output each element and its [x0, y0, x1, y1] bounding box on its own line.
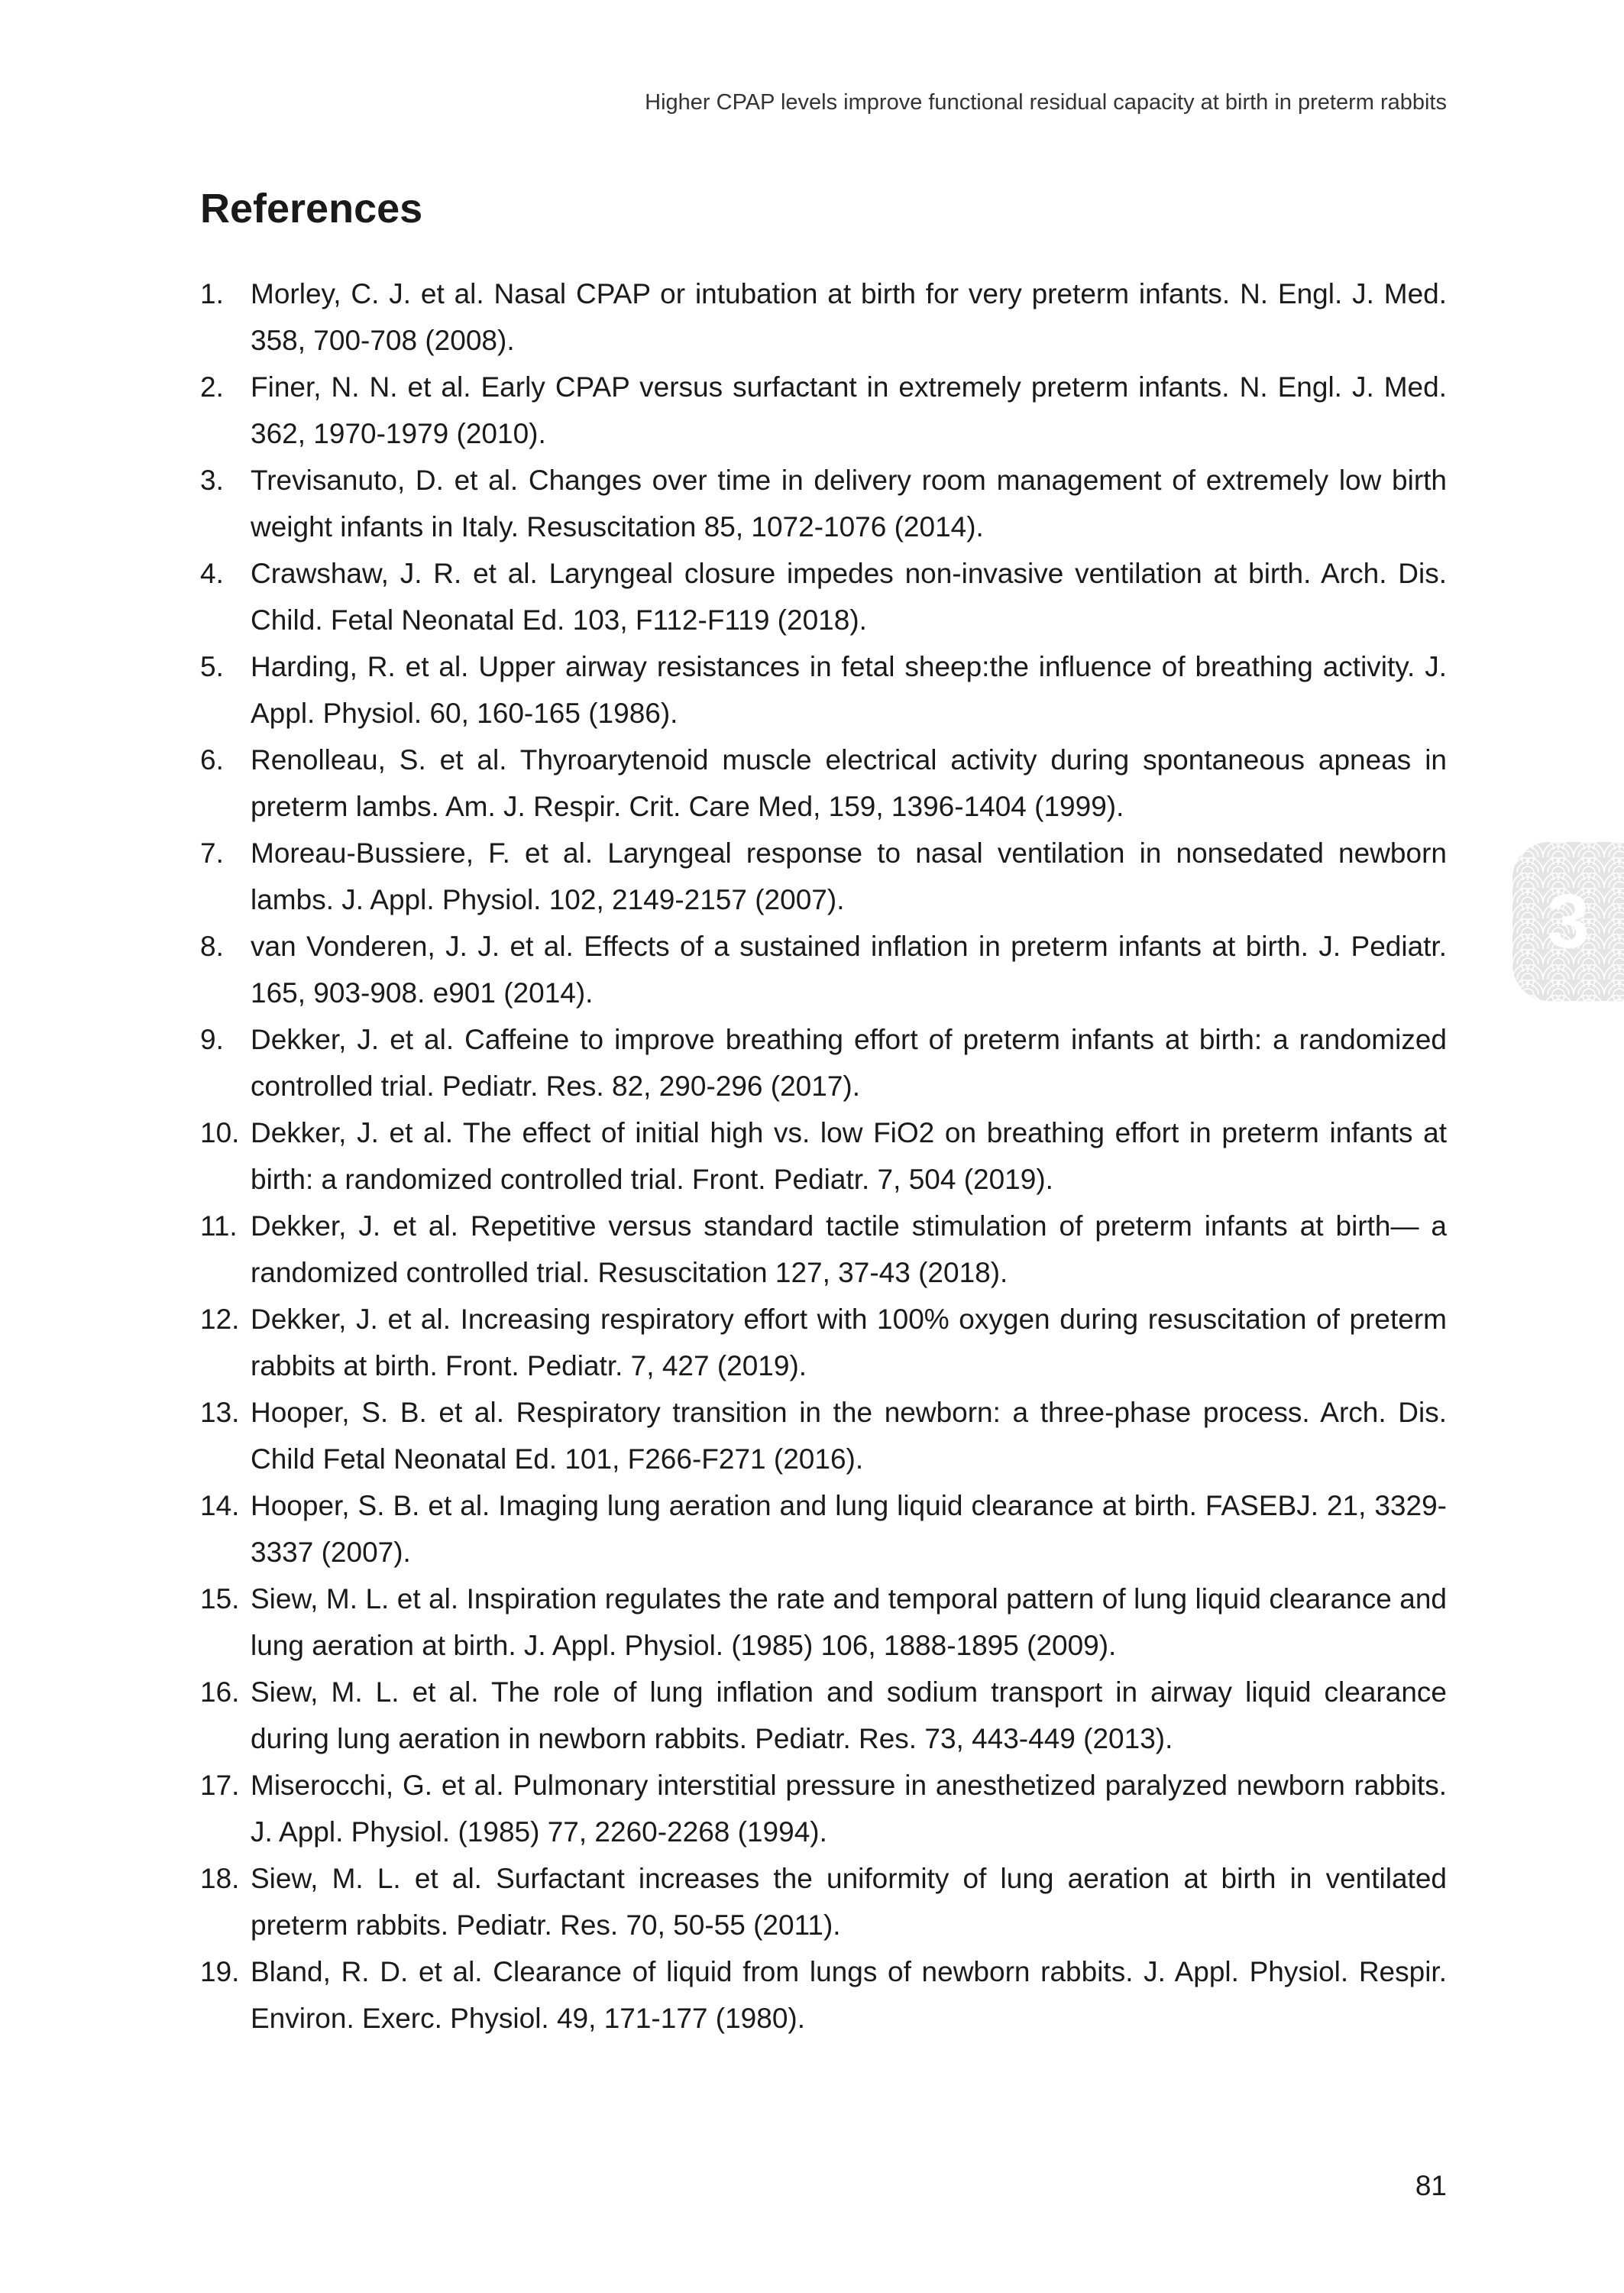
reference-text: Crawshaw, J. R. et al. Laryngeal closure impedes non-invasive ventilation at birth. Arch. Dis. Child. Fetal Neonatal Ed. 103, F112-F119 (2018). — [251, 558, 1447, 636]
reference-text: Harding, R. et al. Upper airway resistances in fetal sheep:the influence of breathing activity. J. Appl. Physiol. 60, 160-165 (1986). — [251, 651, 1447, 729]
reference-number: 4. — [200, 558, 224, 589]
reference-number: 8. — [200, 931, 224, 962]
reference-number: 16. — [200, 1676, 240, 1708]
reference-item — [200, 457, 1447, 550]
reference-text: Renolleau, S. et al. Thyroarytenoid muscle electrical activity during spontaneous apneas in preterm lambs. Am. J. Respir. Crit. Care Med, 159, 1396-1404 (1999). — [251, 744, 1447, 822]
reference-list — [200, 270, 1447, 2042]
reference-item — [200, 830, 1447, 923]
reference-item — [200, 1203, 1447, 1296]
reference-item — [200, 1109, 1447, 1203]
reference-number: 19. — [200, 1956, 240, 1987]
chapter-number: 3 — [1547, 878, 1590, 964]
reference-item — [200, 1482, 1447, 1576]
page-number: 81 — [1415, 2170, 1447, 2201]
reference-text: van Vonderen, J. J. et al. Effects of a sustained inflation in preterm infants at birth. J. Pediatr. 165, 903-908. e901 (2014). — [251, 931, 1447, 1009]
running-header: Higher CPAP levels improve functional residual capacity at birth in preterm rabbits — [645, 90, 1447, 115]
reference-number: 18. — [200, 1863, 240, 1894]
reference-number: 1. — [200, 278, 224, 309]
reference-number: 17. — [200, 1770, 240, 1801]
reference-item — [200, 923, 1447, 1016]
reference-number: 15. — [200, 1583, 240, 1614]
reference-number: 12. — [200, 1304, 240, 1335]
section-heading: References — [200, 186, 423, 232]
reference-text: Dekker, J. et al. Caffeine to improve breathing effort of preterm infants at birth: a randomized controlled trial. Pediatr. Res. 82, 290-296 (2017). — [251, 1024, 1447, 1102]
reference-item — [200, 643, 1447, 737]
reference-text: Finer, N. N. et al. Early CPAP versus surfactant in extremely preterm infants. N. Engl. J. Med. 362, 1970-1979 (2010). — [251, 371, 1447, 449]
reference-text: Moreau-Bussiere, F. et al. Laryngeal response to nasal ventilation in nonsedated newborn lambs. J. Appl. Physiol. 102, 2149-2157 (2007). — [251, 837, 1447, 915]
reference-item — [200, 1576, 1447, 1669]
reference-number: 14. — [200, 1490, 240, 1521]
reference-item — [200, 550, 1447, 643]
reference-number: 6. — [200, 744, 224, 776]
reference-text: Dekker, J. et al. Increasing respiratory effort with 100% oxygen during resuscitation of preterm rabbits at birth. Front. Pediatr. 7, 427 (2019). — [251, 1304, 1447, 1381]
reference-number: 10. — [200, 1117, 240, 1148]
reference-item — [200, 364, 1447, 457]
reference-item — [200, 1855, 1447, 1948]
reference-item — [200, 1669, 1447, 1762]
reference-text: Morley, C. J. et al. Nasal CPAP or intubation at birth for very preterm infants. N. Engl. J. Med. 358, 700-708 (2008). — [251, 278, 1447, 356]
reference-number: 13. — [200, 1397, 240, 1428]
reference-item — [200, 270, 1447, 364]
reference-text: Dekker, J. et al. Repetitive versus standard tactile stimulation of preterm infants at birth— a randomized controlled trial. Resuscitation 127, 37-43 (2018). — [251, 1210, 1447, 1288]
reference-text: Hooper, S. B. et al. Imaging lung aeration and lung liquid clearance at birth. FASEBJ. 21, 3329-3337 (2007). — [251, 1490, 1447, 1568]
reference-item — [200, 1948, 1447, 2042]
reference-text: Siew, M. L. et al. Inspiration regulates the rate and temporal pattern of lung liquid clearance and lung aeration at birth. J. Appl. Physiol. (1985) 106, 1888-1895 (2009). — [251, 1583, 1447, 1661]
reference-number: 2. — [200, 371, 224, 403]
reference-number: 3. — [200, 465, 224, 496]
reference-text: Hooper, S. B. et al. Respiratory transition in the newborn: a three-phase process. Arch. Dis. Child Fetal Neonatal Ed. 101, F266-F271 (2016). — [251, 1397, 1447, 1475]
reference-item — [200, 737, 1447, 830]
reference-number: 9. — [200, 1024, 224, 1055]
reference-text: Trevisanuto, D. et al. Changes over time in delivery room management of extremely low birth weight infants in Italy. Resuscitation 85, 1072-1076 (2014). — [251, 465, 1447, 542]
reference-text: Dekker, J. et al. The effect of initial high vs. low FiO2 on breathing effort in preterm infants at birth: a randomized controlled trial. Front. Pediatr. 7, 504 (2019). — [251, 1117, 1447, 1195]
reference-number: 5. — [200, 651, 224, 682]
reference-text: Siew, M. L. et al. The role of lung inflation and sodium transport in airway liquid clearance during lung aeration in newborn rabbits. Pediatr. Res. 73, 443-449 (2013). — [251, 1676, 1447, 1754]
reference-item — [200, 1389, 1447, 1482]
reference-number: 7. — [200, 837, 224, 869]
reference-text: Siew, M. L. et al. Surfactant increases the uniformity of lung aeration at birth in ventilated preterm rabbits. Pediatr. Res. 70, 50-55 (2011). — [251, 1863, 1447, 1941]
reference-item — [200, 1016, 1447, 1109]
reference-text: Miserocchi, G. et al. Pulmonary interstitial pressure in anesthetized paralyzed newborn rabbits. J. Appl. Physiol. (1985) 77, 2260-2268 (1994). — [251, 1770, 1447, 1848]
reference-item — [200, 1296, 1447, 1389]
reference-item — [200, 1762, 1447, 1855]
reference-text: Bland, R. D. et al. Clearance of liquid from lungs of newborn rabbits. J. Appl. Physiol. Respir. Environ. Exerc. Physiol. 49, 171-177 (1980). — [251, 1956, 1447, 2034]
reference-number: 11. — [200, 1210, 238, 1242]
chapter-tab — [1512, 842, 1624, 1001]
